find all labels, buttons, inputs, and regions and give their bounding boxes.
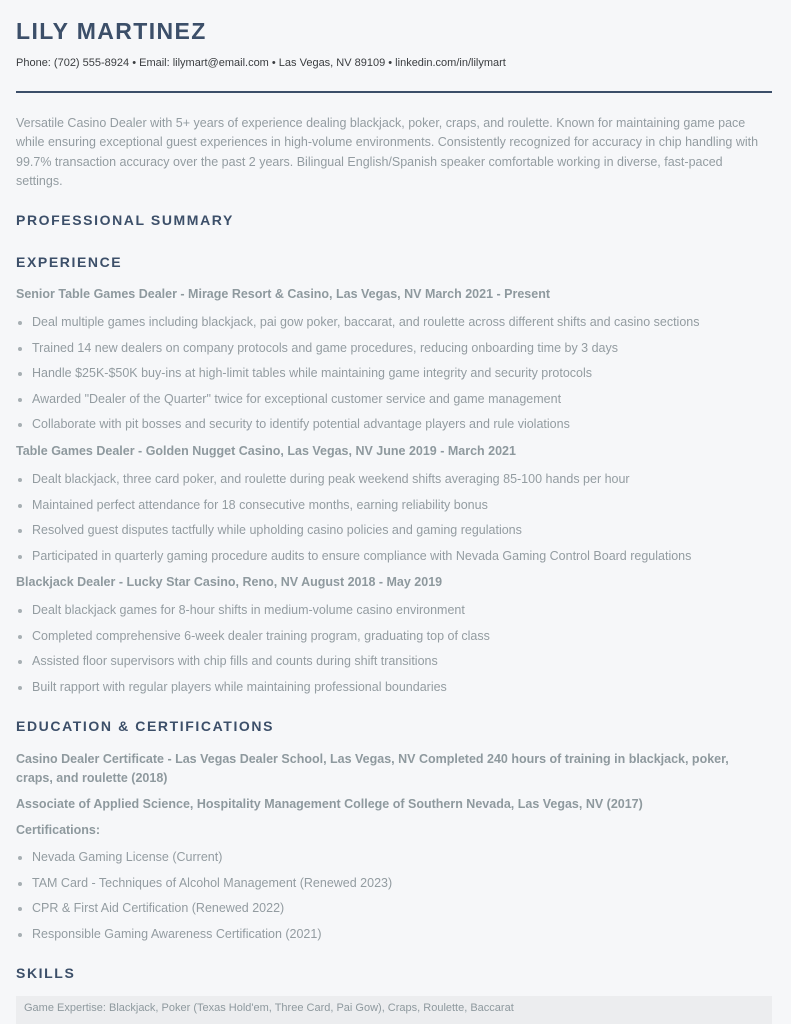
job-bullet-list — [16, 471, 768, 573]
professional-summary-heading: PROFESSIONAL SUMMARY — [16, 212, 234, 228]
header-divider — [16, 91, 772, 93]
job-bullet-list — [16, 602, 768, 704]
summary-paragraph: Versatile Casino Dealer with 5+ years of experience dealing blackjack, poker, craps, and roulette. Known for maintaining game pace while ensuring exceptional guest experiences in high-volume environments. Consistently recognized for accuracy in chip handling with 99.7% transaction accuracy over the past 2 years. Bilingual English/Spanish speaker comfortable working in diverse, fast-paced settings. — [16, 116, 759, 188]
list-item: CPR & First Aid Certification (Renewed 2022) — [16, 900, 768, 926]
list-item: Collaborate with pit bosses and security to identify potential advantage players and rule violations — [16, 416, 768, 442]
list-item: Built rapport with regular players while maintaining professional boundaries — [16, 679, 768, 705]
list-item: Trained 14 new dealers on company protocols and game procedures, reducing onboarding time by 3 days — [16, 340, 768, 366]
list-item: Deal multiple games including blackjack, pai gow poker, baccarat, and roulette across different shifts and casino sections — [16, 314, 768, 340]
contact-line: Phone: (702) 555-8924 • Email: lilymart@email.com • Las Vegas, NV 89109 • linkedin.com/in/lilymart — [16, 57, 506, 69]
experience-heading: EXPERIENCE — [16, 254, 123, 270]
list-item: Awarded "Dealer of the Quarter" twice for exceptional customer service and game management — [16, 391, 768, 417]
job-title: Senior Table Games Dealer - Mirage Resort & Casino, Las Vegas, NV March 2021 - Present — [16, 287, 551, 301]
certifications-label: Certifications: — [16, 823, 101, 837]
list-item: Dealt blackjack games for 8-hour shifts in medium-volume casino environment — [16, 602, 768, 628]
job-bullet-list — [16, 314, 768, 442]
job-title: Table Games Dealer - Golden Nugget Casino, Las Vegas, NV June 2019 - March 2021 — [16, 444, 516, 458]
education-entry: Casino Dealer Certificate - Las Vegas Dealer School, Las Vegas, NV Completed 240 hours of training in blackjack, poker, craps, and roulette (2018) — [16, 752, 729, 785]
list-item: Handle $25K-$50K buy-ins at high-limit tables while maintaining game integrity and security protocols — [16, 365, 768, 391]
skills-box — [16, 996, 772, 1024]
skills-heading: SKILLS — [16, 965, 76, 981]
list-item: TAM Card - Techniques of Alcohol Management (Renewed 2023) — [16, 875, 768, 901]
list-item: Completed comprehensive 6-week dealer training program, graduating top of class — [16, 628, 768, 654]
list-item: Maintained perfect attendance for 18 consecutive months, earning reliability bonus — [16, 497, 768, 523]
skills-game-expertise: Game Expertise: Blackjack, Poker (Texas Hold'em, Three Card, Pai Gow), Craps, Roulette, Baccarat — [24, 1002, 514, 1014]
education-heading: EDUCATION & CERTIFICATIONS — [16, 718, 275, 734]
list-item: Responsible Gaming Awareness Certification (2021) — [16, 926, 768, 952]
certifications-list — [16, 849, 768, 951]
education-entry: Associate of Applied Science, Hospitality Management College of Southern Nevada, Las Vegas, NV (2017) — [16, 797, 643, 811]
list-item: Resolved guest disputes tactfully while upholding casino policies and gaming regulations — [16, 522, 768, 548]
list-item: Participated in quarterly gaming procedure audits to ensure compliance with Nevada Gaming Control Board regulations — [16, 548, 768, 574]
candidate-name: LILY MARTINEZ — [16, 18, 207, 44]
list-item: Assisted floor supervisors with chip fills and counts during shift transitions — [16, 653, 768, 679]
list-item: Nevada Gaming License (Current) — [16, 849, 768, 875]
job-title: Blackjack Dealer - Lucky Star Casino, Reno, NV August 2018 - May 2019 — [16, 575, 443, 589]
list-item: Dealt blackjack, three card poker, and roulette during peak weekend shifts averaging 85-100 hands per hour — [16, 471, 768, 497]
